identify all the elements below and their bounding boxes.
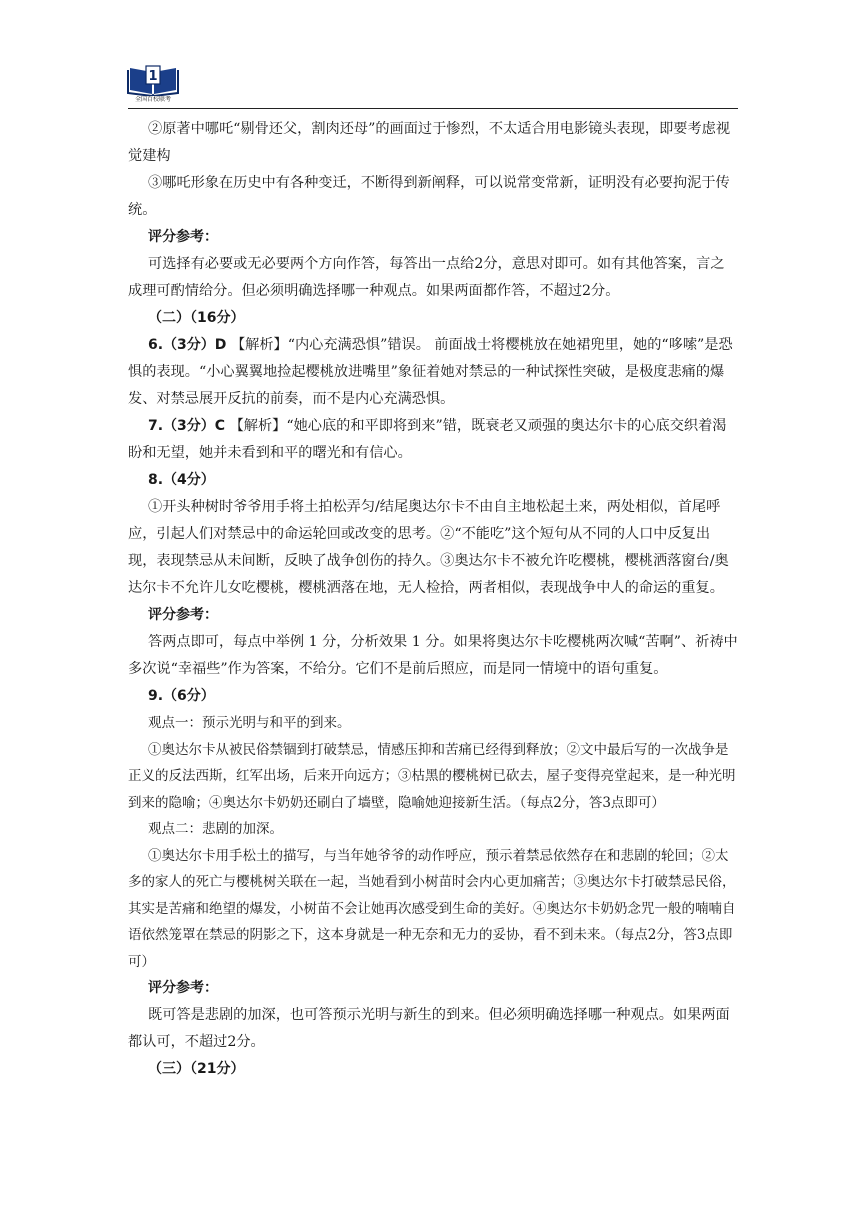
score-reference-text: 既可答是悲剧的加深，也可答预示光明与新生的到来。但必须明确选择哪一种观点。如果两面都认可，不超过2分。: [128, 1007, 730, 1050]
question-7-head: 7.（3分）C: [148, 418, 226, 434]
question-9-head: 9.（6分）: [148, 688, 215, 704]
book-logo-icon: [126, 62, 180, 96]
section-heading: （三）（21分）: [148, 1061, 245, 1077]
header-divider: [128, 108, 738, 109]
viewpoint-1-body: ①奥达尔卡从被民俗禁锢到打破禁忌，情感压抑和苦痛已经得到释放；②文中最后写的一次战争是正义的反法西斯，红军出场，后来开向远方；③枯黑的樱桃树已砍去，屋子变得亮堂起来，是一种光明到来的隐喻；④奥达尔卡奶奶还刷白了墙壁，隐喻她迎接新生活。（每点2分，答3点即可）: [128, 741, 736, 811]
score-reference-heading: 评分参考：: [148, 980, 218, 996]
question-8-head: 8.（4分）: [148, 472, 215, 488]
viewpoint-2-body: ①奥达尔卡用手松土的描写，与当年她爷爷的动作呼应，预示着禁忌依然存在和悲剧的轮回；②太多的家人的死亡与樱桃树关联在一起，当她看到小树苗时会内心更加痛苦；③奥达尔卡打破禁忌民俗，其实是苦痛和绝望的爆发，小树苗不会让她再次感受到生命的美好。④奥达尔卡奶奶念咒一般的喃喃自语依然笼罩在禁忌的阴影之下，这本身就是一种无奈和无力的妥协，看不到未来。（每点2分，答3点即可）: [128, 847, 736, 970]
logo: [126, 62, 180, 106]
question-6-head: 6.（3分）D: [148, 337, 227, 353]
question-7-body: 【解析】“她心底的和平即将到来”错，既衰老又顽强的奥达尔卡的心底交织着渴盼和无望，她并未看到和平的曙光和有信心。: [128, 418, 727, 461]
answer-content: [128, 116, 738, 1083]
svg-text:1: 1: [148, 69, 158, 84]
logo-text: 全国百校联考: [134, 96, 171, 103]
viewpoint-2-title: 观点二：悲剧的加深。: [148, 821, 283, 837]
question-8-body: ①开头种树时爷爷用手将土拍松弄匀/结尾奥达尔卡不由自主地松起土来，两处相似，首尾呼应，引起人们对禁忌中的命运轮回或改变的思考。②“不能吃”这个短句从不同的人口中反复出现，表现禁忌从未间断，反映了战争创伤的持久。③奥达尔卡不被允许吃樱桃，樱桃洒落窗台/奥达尔卡不允许儿女吃樱桃，樱桃洒落在地，无人检拾，两者相似，表现战争中人的命运的重复。: [128, 499, 729, 596]
score-reference-text: 答两点即可，每点中举例 1 分，分析效果 1 分。如果将奥达尔卡吃樱桃两次喊“苦啊”、祈祷中多次说“幸福些”作为答案，不给分。它们不是前后照应，而是同一情境中的语句重复。: [128, 634, 738, 677]
score-reference-heading: 评分参考：: [148, 607, 218, 623]
answer-point: ③哪吒形象在历史中有各种变迁，不断得到新阐释，可以说常变常新，证明没有必要拘泥于传统。: [128, 175, 730, 218]
score-reference-text: 可选择有必要或无必要两个方向作答，每答出一点给2分，意思对即可。如有其他答案，言之成理可酌情给分。但必须明确选择哪一种观点。如果两面都作答，不超过2分。: [128, 256, 725, 299]
question-7: [128, 413, 738, 467]
answer-point: ②原著中哪吒“剔骨还父，割肉还母”的画面过于惨烈，不太适合用电影镜头表现，即要考虑视觉建构: [128, 121, 731, 164]
question-6: [128, 332, 738, 413]
viewpoint-1-title: 观点一：预示光明与和平的到来。: [148, 715, 351, 731]
question-6-body: 【解析】“内心充满恐惧”错误。 前面战士将樱桃放在她裙兜里，她的“哆嗦”是恐惧的表现。“小心翼翼地捡起樱桃放进嘴里”象征着她对禁忌的一种试探性突破，是极度悲痛的爆发、对禁忌展开反抗的前奏，而不是内心充满恐惧。: [128, 337, 733, 407]
score-reference-heading: 评分参考：: [148, 229, 218, 245]
section-heading: （二）（16分）: [148, 310, 245, 326]
